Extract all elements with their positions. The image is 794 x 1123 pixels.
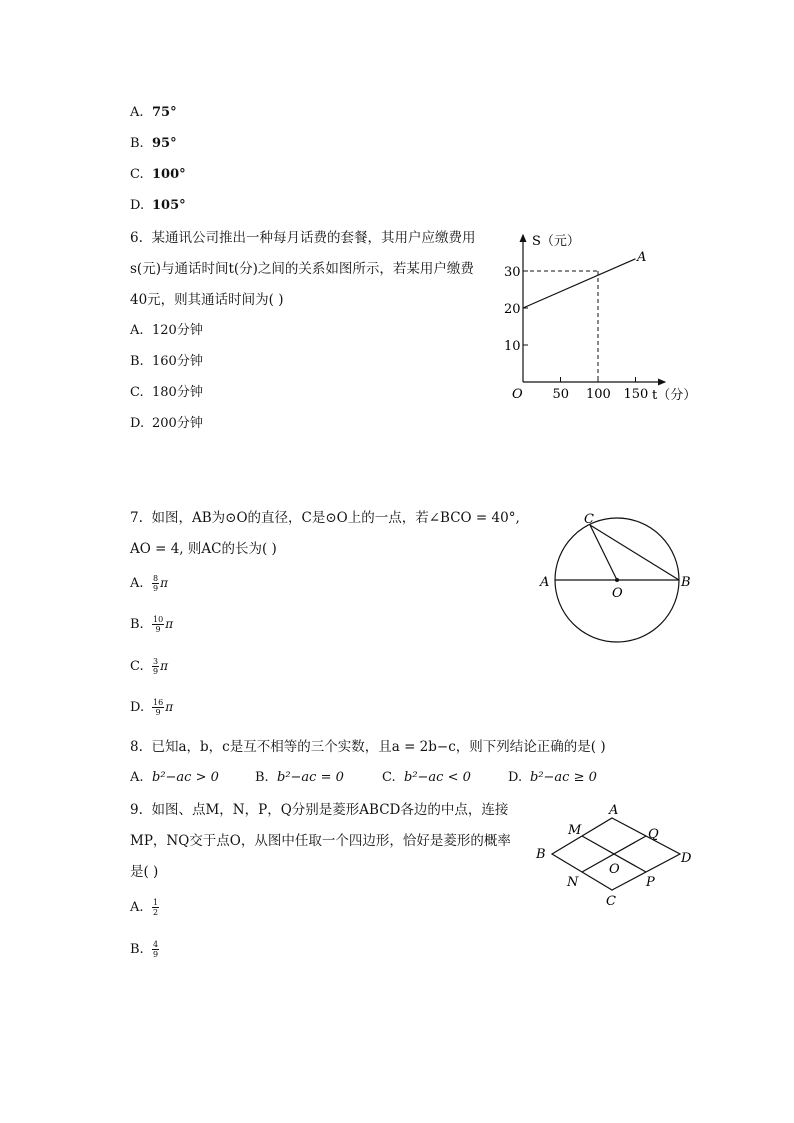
q9-option-a: A. $\frac{1}{2}$ — [130, 898, 159, 917]
fraction: $\frac{3}{9}$ — [153, 657, 159, 676]
fraction: $\frac{1}{2}$ — [153, 898, 159, 917]
point-label-o: O — [612, 586, 623, 601]
q6-option-a: A. 120分钟 — [130, 323, 203, 338]
point-label-d: D — [681, 851, 692, 866]
q8-option-b: B. b²−ac = 0 — [255, 770, 344, 785]
q6-option-c: C. 180分钟 — [130, 385, 203, 400]
point-label-c: C — [606, 894, 616, 909]
q5-option-b: B. 95° — [130, 136, 177, 151]
q7-stem-line2: AO = 4, 则AC的长为( ) — [130, 541, 277, 557]
point-label-q: Q — [648, 827, 659, 842]
q5-option-a: A. 75° — [130, 105, 177, 120]
q9-stem-line3: 是( ) — [130, 864, 159, 880]
point-label-b: B — [681, 575, 691, 590]
q5-option-d: D. 105° — [130, 198, 186, 213]
x-tick-label: 100 — [586, 387, 611, 402]
fraction: $\frac{8}{9}$ — [153, 574, 159, 593]
series-line-a — [523, 259, 636, 308]
x-tick-label: 50 — [552, 387, 570, 402]
origin-label: O — [512, 387, 523, 402]
q7-stem-line1: 7. 如图，AB为⊙O的直径，C是⊙O上的一点，若∠BCO = 40°, — [130, 510, 520, 526]
q7-option-b: B. $\frac{10}{9}$ π — [130, 615, 174, 634]
fraction: $\frac{16}{9}$ — [153, 698, 164, 717]
q8-stem: 8. 已知a，b，c是互不相等的三个实数，且a = 2b−c，则下列结论正确的是( ) — [130, 739, 606, 755]
center-point — [615, 578, 619, 582]
q9-rhombus-figure — [530, 800, 700, 910]
q8-option-c: C. b²−ac < 0 — [382, 770, 471, 785]
q7-option-d: D. $\frac{16}{9}$ π — [130, 698, 174, 717]
point-label-c: C — [584, 512, 594, 527]
point-label-o: O — [609, 862, 620, 877]
q9-stem-line1: 9. 如图、点M，N，P，Q分别是菱形ABCD各边的中点，连接 — [130, 802, 509, 818]
y-tick-label: 10 — [504, 339, 521, 354]
y-axis-label: S（元） — [532, 234, 580, 249]
q6-stem-line1: 6. 某通讯公司推出一种每月话费的套餐，其用户应缴费用 — [130, 230, 476, 246]
x-axis-label: t（分） — [652, 388, 697, 403]
point-label-a: A — [609, 803, 619, 818]
q8-option-d: D. b²−ac ≥ 0 — [508, 770, 597, 785]
point-label-p: P — [646, 875, 655, 890]
q6-option-b: B. 160分钟 — [130, 354, 203, 369]
q6-stem-line2: s(元)与通话时间t(分)之间的关系如图所示，若某用户缴费 — [130, 261, 474, 277]
q9-option-b: B. $\frac{4}{9}$ — [130, 940, 159, 959]
line-label-a: A — [637, 250, 647, 265]
y-tick-label: 30 — [504, 265, 521, 280]
q6-option-d: D. 200分钟 — [130, 416, 203, 431]
q7-circle-figure — [535, 510, 695, 650]
q5-option-c: C. 100° — [130, 167, 186, 182]
q8-option-a: A. b²−ac > 0 — [130, 770, 219, 785]
q6-stem-line3: 40元，则其通话时间为( ) — [130, 292, 284, 308]
point-label-n: N — [567, 875, 579, 890]
fraction: $\frac{10}{9}$ — [153, 615, 164, 634]
fraction: $\frac{4}{9}$ — [153, 940, 159, 959]
q7-option-a: A. $\frac{8}{9}$ π — [130, 574, 168, 593]
q7-option-c: C. $\frac{3}{9}$ π — [130, 657, 168, 676]
point-label-a: A — [540, 575, 550, 590]
point-label-m: M — [568, 823, 582, 838]
q9-stem-line2: MP，NQ交于点O，从图中任取一个四边形，恰好是菱形的概率 — [130, 833, 511, 849]
q6-line-chart — [500, 225, 700, 410]
point-label-b: B — [536, 847, 546, 862]
x-tick-label: 150 — [623, 387, 649, 402]
y-tick-label: 20 — [504, 302, 521, 317]
